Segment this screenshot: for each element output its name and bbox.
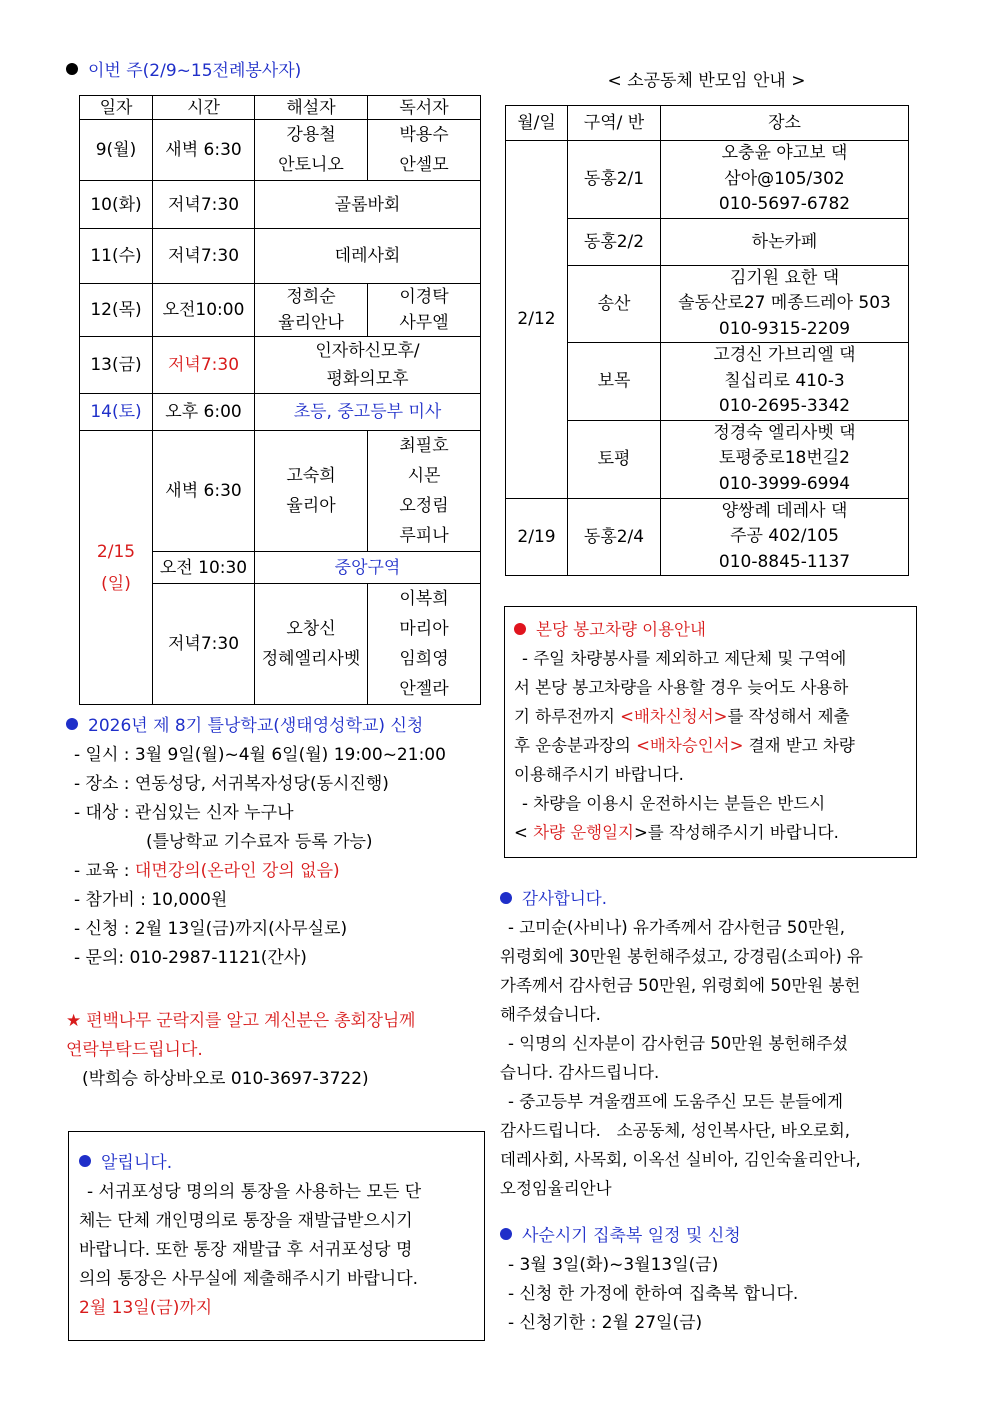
table-row [80,431,481,552]
thanks-line: 오정임율리안나 [500,1179,612,1198]
school-title: 2026년 제 8기 틀낭학교(생태영성학교) 신청 [66,712,446,741]
time-cell: 저녁7:30 [153,584,255,705]
vehicle-line: 이용해주시기 바랍니다. [514,765,684,784]
vehicle-line: 후 운송분과장의 <배차승인서> 결재 받고 차량 [514,736,855,755]
vehicle-box [504,606,917,858]
area-cell: 동홍2/1 [568,141,661,219]
group-cell: 중앙구역 [255,552,481,584]
table-row [80,120,481,181]
area-cell: 동홍2/2 [568,218,661,265]
thanks-section [500,884,924,1203]
school-fee: - 참가비 : 10,000원 [74,890,228,910]
bullet-icon [500,1228,512,1240]
school-target-note: (틀낭학교 기수료자 등록 가능) [146,832,373,852]
bullet-icon [514,623,526,635]
thanks-line: - 중고등부 겨울캠프에 도움주신 모든 분들에게 [508,1092,844,1111]
group-cell: 골롬바회 [255,181,481,229]
bullet-icon [500,892,512,904]
vehicle-line: - 차량을 이용시 운전하시는 분들은 반드시 [522,794,826,813]
col-header-date: 월/일 [506,106,568,141]
lent-line: - 신청기한 : 2월 27일(금) [508,1313,703,1333]
star-notice [66,1007,480,1094]
star-notice-contact: (박희승 하상바오로 010-3697-3722) [82,1069,369,1089]
thanks-line: 감사드립니다. 소공동체, 성인복사단, 바오로회, [500,1121,851,1140]
commentator-cell: 정희순 율리안나 [255,284,368,337]
time-cell: 오후 6:00 [153,394,255,431]
vehicle-line: 기 하루전까지 <배차신청서>를 작성해서 제출 [514,707,850,726]
date-cell: 11(수) [80,229,153,284]
school-place: - 장소 : 연동성당, 서귀복자성당(동시진행) [74,774,389,794]
star-notice-line2: 연락부탁드립니다. [66,1040,203,1060]
schedule-table [79,95,481,705]
commentator-cell: 고숙희 율리아 [255,431,368,552]
area-cell: 송산 [568,265,661,343]
lent-line: - 3월 3일(화)~3월13일(금) [508,1255,719,1275]
table-row [506,498,909,576]
announce-line: 의의 통장은 사무실에 제출해주시기 바랍니다. [79,1269,419,1289]
place-cell: 정경숙 엘리사벳 댁 토평중로18번길2 010-3999-6994 [661,420,909,498]
vehicle-line: < 차량 운행일지>를 작성해주시기 바랍니다. [514,823,839,842]
col-header-place: 장소 [661,106,909,141]
place-cell: 양쌍례 데레사 댁 주공 402/105 010-8845-1137 [661,498,909,576]
bullet-icon [66,63,78,75]
reader-cell: 이복희 마리아 임희영 안젤라 [368,584,481,705]
table-row [80,284,481,337]
time-cell: 오전10:00 [153,284,255,337]
group-cell: 인자하신모후/ 평화의모후 [255,337,481,394]
meeting-date-cell: 2/19 [506,498,568,576]
table-row [80,229,481,284]
table-row [80,181,481,229]
date-cell: 9(월) [80,120,153,181]
schedule-heading-text: 이번 주(2/9~15전례봉사자) [88,61,302,81]
time-cell: 오전 10:30 [153,552,255,584]
date-cell: 14(토) [80,394,153,431]
time-cell: 저녁7:30 [153,181,255,229]
thanks-line: 위령회에 30만원 봉헌해주셨고, 강경림(소피아) 유 [500,947,863,966]
time-cell: 새벽 6:30 [153,431,255,552]
schedule-heading [66,57,301,86]
reader-cell: 이경탁 사무엘 [368,284,481,337]
lent-title: 사순시기 집축복 일정 및 신청 [500,1222,924,1251]
thanks-line: 습니다. 감사드립니다. [500,1063,660,1082]
announce-line: 바랍니다. 또한 통장 재발급 후 서귀포성당 명 [79,1240,413,1260]
school-target: - 대상 : 관심있는 신자 누구나 [74,803,294,823]
commentator-cell: 강용철 안토니오 [255,120,368,181]
school-apply: - 신청 : 2월 13일(금)까지(사무실로) [74,919,348,939]
time-cell: 저녁7:30 [153,229,255,284]
place-cell: 김기원 요한 댁 솔동산로27 메종드레아 503 010-9315-2209 [661,265,909,343]
area-cell: 토평 [568,420,661,498]
announce-line: 체는 단체 개인명의로 통장을 재발급받으시기 [79,1211,413,1231]
table-row [80,337,481,394]
date-cell: 2/15 (일) [80,431,153,705]
school-section [66,712,446,973]
area-cell: 보목 [568,343,661,421]
reader-cell: 최필호 시몬 오정림 루피나 [368,431,481,552]
vehicle-line: 서 본당 봉고차량을 사용할 경우 늦어도 사용하 [514,678,849,697]
vehicle-title: 본당 봉고차량 이용안내 [514,615,907,644]
thanks-line: 해주셨습니다. [500,1005,601,1024]
col-header-date: 일자 [80,96,153,120]
meeting-title: < 소공동체 반모임 안내 > [607,71,806,91]
place-cell: 오충윤 야고보 댁 삼아@105/302 010-5697-6782 [661,141,909,219]
col-header-commentator: 해설자 [255,96,368,120]
lent-section [500,1222,924,1338]
table-row [506,141,909,219]
date-cell: 10(화) [80,181,153,229]
reader-cell: 박용수 안셀모 [368,120,481,181]
group-cell: 데레사회 [255,229,481,284]
time-cell: 저녁7:30 [153,337,255,394]
vehicle-line: - 주일 차량봉사를 제외하고 제단체 및 구역에 [522,649,847,668]
lent-line: - 신청 한 가정에 한하여 집축복 합니다. [508,1284,799,1304]
announce-box [68,1131,485,1341]
announce-title: 알립니다. [79,1149,474,1178]
commentator-cell: 오창신 정혜엘리사벳 [255,584,368,705]
place-cell: 고경신 가브리엘 댁 칠십리로 410-3 010-2695-3342 [661,343,909,421]
thanks-line: - 고미순(사비나) 유가족께서 감사헌금 50만원, [508,918,846,937]
announce-line: - 서귀포성당 명의의 통장을 사용하는 모든 단 [87,1182,422,1202]
school-education: - 교육 : 대면강의(온라인 강의 없음) [74,861,340,881]
time-cell: 새벽 6:30 [153,120,255,181]
table-row [80,394,481,431]
thanks-line: 가족께서 감사헌금 50만원, 위령회에 50만원 봉헌 [500,976,861,995]
bullet-icon [66,718,78,730]
date-cell: 13(금) [80,337,153,394]
meeting-date-cell: 2/12 [506,141,568,499]
thanks-line: - 익명의 신자분이 감사헌금 50만원 봉헌해주셨 [508,1034,849,1053]
col-header-time: 시간 [153,96,255,120]
date-cell: 12(목) [80,284,153,337]
col-header-reader: 독서자 [368,96,481,120]
star-notice-line1: ★ 편백나무 군락지를 알고 계신분은 총회장님께 [66,1011,416,1031]
bullet-icon [79,1155,91,1167]
thanks-line: 데레사회, 사목회, 이옥선 실비아, 김인숙율리안나, [500,1150,861,1169]
school-contact: - 문의: 010-2987-1121(간사) [74,948,307,968]
school-date: - 일시 : 3월 9일(월)~4월 6일(월) 19:00~21:00 [74,745,446,765]
place-cell: 하논카페 [661,218,909,265]
group-cell: 초등, 중고등부 미사 [255,394,481,431]
col-header-area: 구역/ 반 [568,106,661,141]
thanks-title: 감사합니다. [500,884,924,913]
area-cell: 동홍2/4 [568,498,661,576]
meeting-table [505,105,909,576]
announce-deadline: 2월 13일(금)까지 [79,1298,213,1318]
